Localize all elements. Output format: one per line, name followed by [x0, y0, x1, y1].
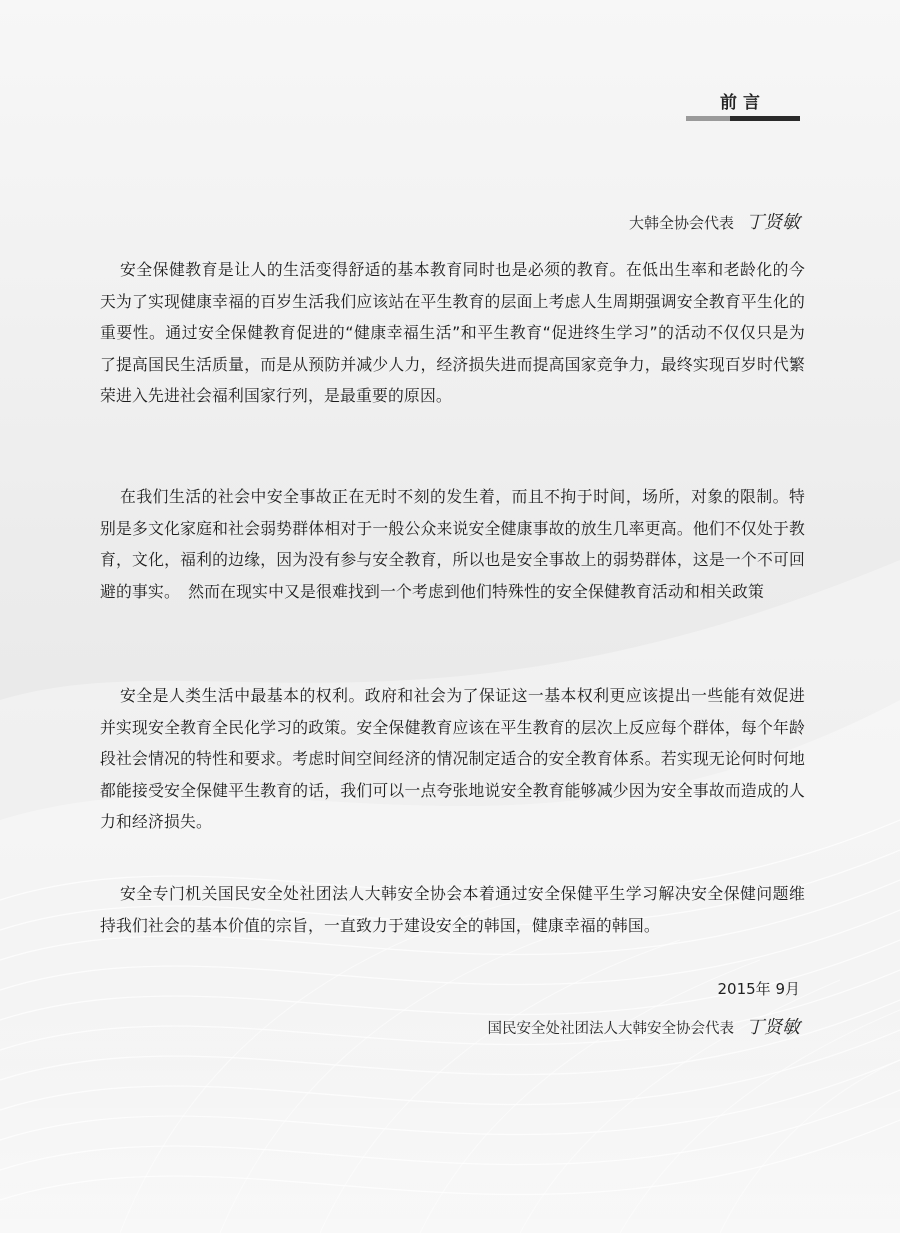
paragraph-2: 在我们生活的社会中安全事故正在无时不刻的发生着，而且不拘于时间，场所，对象的限制。特别是多文化家庭和社会弱势群体相对于一般公众来说安全健康事故的放生几率更高。他们不仅处于教育，文化，福利的边缘，因为没有参与安全教育，所以也是安全事故上的弱势群体，这是一个不可回避的事实。 然而在现实中又是很难找到一个考虑到他们特殊性的安全保健教育活动和相关政策 — [100, 487, 805, 601]
title-underline — [686, 116, 800, 121]
paragraph-1: 安全保健教育是让人的生活变得舒适的基本教育同时也是必须的教育。在低出生率和老龄化的今天为了实现健康幸福的百岁生活我们应该站在平生教育的层面上考虑人生周期强调安全教育平生化的重要性。通过安全保健教育促进的“健康幸福生活”和平生教育“促进终生学习”的活动不仅仅只是为了提高国民生活质量，而是从预防并减少人力，经济损失进而提高国家竞争力，最终实现百岁时代繁荣进入先进社会福利国家行列，是最重要的原因。 — [100, 260, 805, 405]
bottom-signature-org: 国民安全处社团法人大韩安全协会代表 — [487, 1021, 734, 1037]
page-title: 前言 — [720, 93, 766, 113]
top-signature — [629, 208, 800, 234]
title-underline-light-segment — [686, 116, 730, 121]
bottom-signature — [488, 1013, 801, 1039]
bottom-signature-name: 丁贤敏 — [746, 1017, 800, 1038]
paragraph-4: 安全专门机关国民安全处社团法人大韩安全协会本着通过安全保健平生学习解决安全保健问题维持我们社会的基本价值的宗旨，一直致力于建设安全的韩国，健康幸福的韩国。 — [100, 884, 805, 935]
top-signature-org: 大韩全协会代表 — [628, 214, 734, 232]
title-underline-dark-segment — [730, 116, 800, 121]
top-signature-name: 丁贤敏 — [746, 212, 800, 233]
date-line: 2015年 9月 — [717, 980, 800, 998]
paragraph-3: 安全是人类生活中最基本的权利。政府和社会为了保证这一基本权利更应该提出一些能有效促进并实现安全教育全民化学习的政策。安全保健教育应该在平生教育的层次上反应每个群体，每个年龄段社会情况的特性和要求。考虑时间空间经济的情况制定适合的安全教育体系。若实现无论何时何地都能接受安全保健平生教育的话，我们可以一点夸张地说安全教育能够减少因为安全事故而造成的人力和经济损失。 — [100, 686, 805, 831]
